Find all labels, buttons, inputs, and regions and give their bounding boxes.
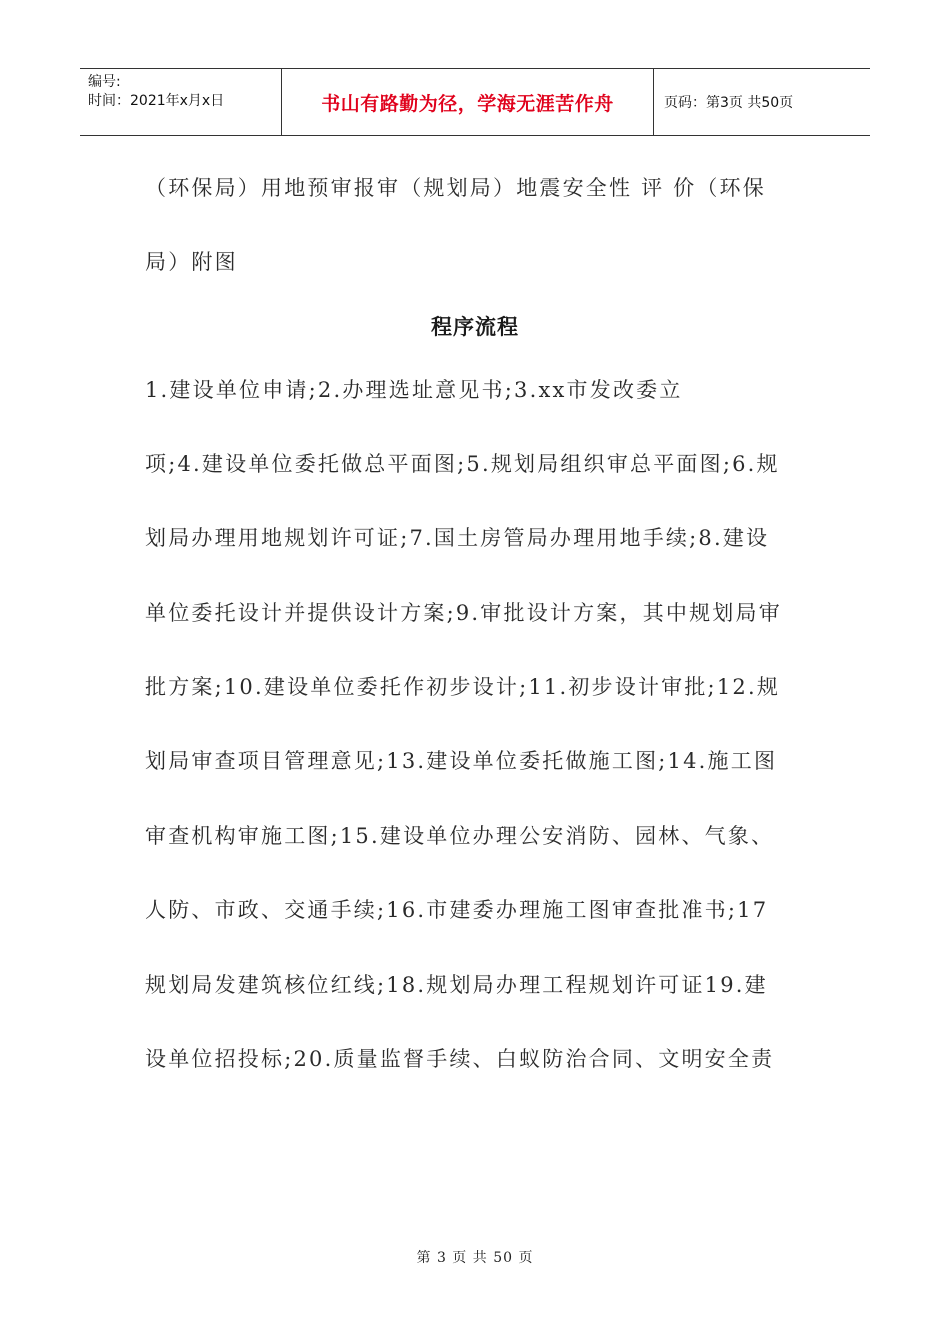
paragraph-line: 单位委托设计并提供设计方案;9.审批设计方案，其中规划局审 xyxy=(145,601,782,625)
paragraph-line: 人防、市政、交通手续;16.市建委办理施工图审查批准书;17 xyxy=(145,898,769,922)
paragraph-line: 1.建设单位申请;2.办理选址意见书;3.xx市发改委立 xyxy=(145,378,683,402)
paragraph-line: 审查机构审施工图;15.建设单位办理公安消防、园林、气象、 xyxy=(145,824,775,848)
document-header xyxy=(80,68,870,136)
page-footer: 第 3 页 共 50 页 xyxy=(416,1250,534,1266)
header-page-code: 页码：第3页 共50页 xyxy=(664,95,794,111)
header-motto: 书山有路勤为径，学海无涯苦作舟 xyxy=(282,69,654,135)
paragraph-line: 规划局发建筑核位红线;18.规划局办理工程规划许可证19.建 xyxy=(145,973,768,997)
paragraph-line: 项;4.建设单位委托做总平面图;5.规划局组织审总平面图;6.规 xyxy=(145,452,780,476)
section-title: 程序流程 xyxy=(431,315,519,339)
document-number-label: 编号: xyxy=(88,74,121,90)
paragraph-line: 划局办理用地规划许可证;7.国土房管局办理用地手续;8.建设 xyxy=(145,526,770,550)
paragraph-line: 设单位招投标;20.质量监督手续、白蚁防治合同、文明安全责 xyxy=(145,1047,775,1071)
intro-line: （环保局）用地预审报审（规划局）地震安全性 评 价（环保 xyxy=(145,176,766,200)
paragraph-line: 划局审查项目管理意见;13.建设单位委托做施工图;14.施工图 xyxy=(145,749,778,773)
paragraph-line: 批方案;10.建设单位委托作初步设计;11.初步设计审批;12.规 xyxy=(145,675,781,699)
header-meta-cell xyxy=(80,69,282,135)
document-date-label: 时间：2021年x月x日 xyxy=(88,93,225,109)
intro-line: 局）附图 xyxy=(145,250,238,274)
